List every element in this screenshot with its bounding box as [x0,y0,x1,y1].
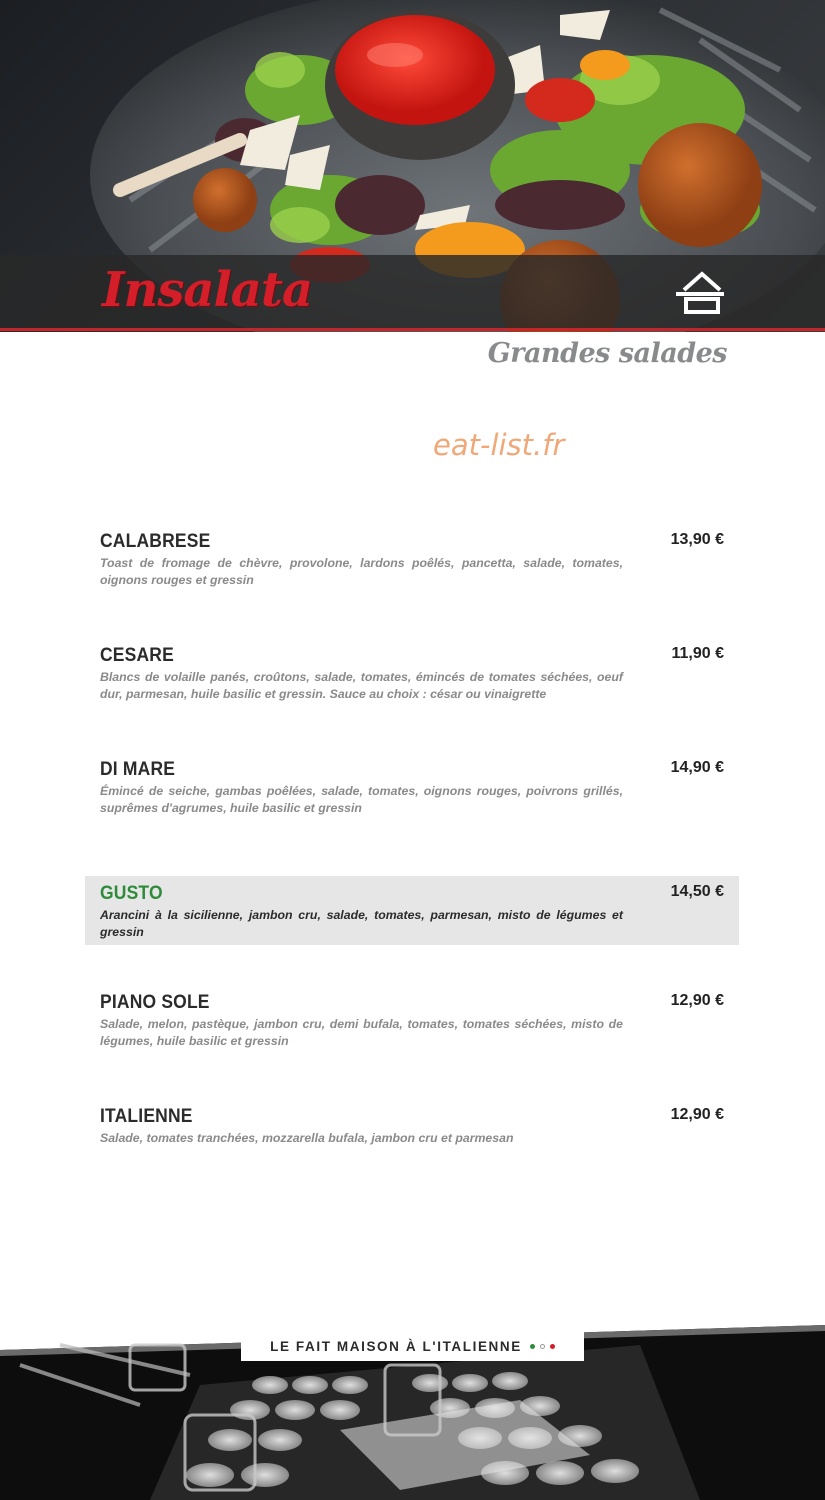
flag-dot-red [550,1344,555,1349]
watermark: eat-list.fr [433,428,565,462]
menu-item-name: CALABRESE [100,531,211,552]
menu-item-name: GUSTO [100,883,163,904]
menu-item-name: CESARE [100,645,174,666]
tagline: LE FAIT MAISON À L'ITALIENNE [270,1338,522,1354]
menu-item-highlighted[interactable] [85,876,739,945]
menu-item[interactable] [85,645,739,705]
menu-item-price: 12,90 € [670,1106,724,1123]
flag-dot-white [540,1344,545,1349]
menu-item[interactable] [85,992,739,1052]
menu-item-name: PIANO SOLE [100,992,210,1013]
menu-item-name: ITALIENNE [100,1106,193,1127]
tagline-box [241,1331,584,1361]
hero-banner [0,0,825,332]
menu-item-description: Émincé de seiche, gambas poêlées, salade, tomates, oignons rouges, poivrons grillés, suprêmes d'agrumes, huile basilic et gressin [100,784,623,815]
menu-item-price: 13,90 € [670,531,724,548]
flag-dot-green [530,1344,535,1349]
section-title: Insalata [102,262,313,318]
menu-item-description: Salade, melon, pastèque, jambon cru, demi bufala, tomates, tomates séchées, misto de légumes, huile basilic et gressin [100,1017,623,1048]
menu-item-description: Blancs de volaille panés, croûtons, salade, tomates, émincés de tomates séchées, oeuf dur, parmesan, huile basilic et gressin. Sauce au choix : césar ou vinaigrette [100,670,623,701]
title-bar-accent-line [0,328,825,331]
menu-item[interactable] [85,759,739,819]
menu-item-description: Toast de fromage de chèvre, provolone, lardons poêlés, pancetta, salade, tomates, oignons rouges et gressin [100,556,623,587]
menu-item-description: Salade, tomates tranchées, mozzarella bufala, jambon cru et parmesan [100,1131,514,1145]
home-icon [674,268,726,316]
menu-item-description: Arancini à la sicilienne, jambon cru, salade, tomates, parmesan, misto de légumes et gressin [100,908,623,939]
menu-item[interactable] [85,531,739,591]
menu-item-price: 14,50 € [670,883,724,900]
menu-item-price: 12,90 € [670,992,724,1009]
menu-item-price: 11,90 € [671,645,724,662]
menu-item[interactable] [85,1106,739,1150]
section-subtitle: Grandes salades [487,338,727,369]
italian-flag-dots [530,1344,555,1349]
menu-item-name: DI MARE [100,759,176,780]
home-button[interactable] [674,268,726,316]
menu-item-price: 14,90 € [670,759,724,776]
